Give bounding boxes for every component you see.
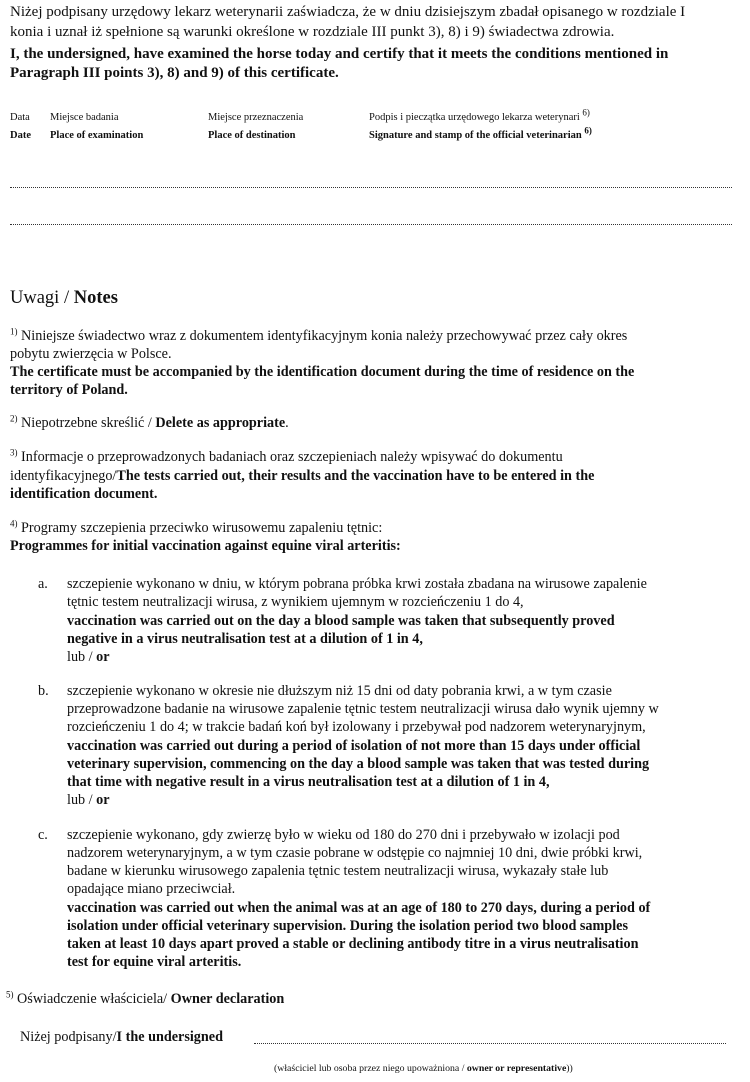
note-1-en-line-1: The certificate must be accompanied by the identification document during the time of residence on the bbox=[10, 364, 635, 380]
note-2: $^{2)}$ Niepotrzebne skreślić / Delete as appropriate. bbox=[10, 413, 289, 431]
item-b-or: lub / or bbox=[67, 792, 110, 808]
note-3-line-2: identyfikacyjnego/The tests carried out, their results and the vaccination have to be entered in the bbox=[10, 468, 595, 484]
item-b-en-line-1: vaccination was carried out during a period of isolation of not more than 15 days under official bbox=[67, 738, 641, 754]
header-place-exam-en: Place of examination bbox=[50, 130, 144, 141]
note-1-pl-line-1: $^{1)}$ Niniejsze świadectwo wraz z dokumentem identyfikacyjnym konia należy przechowywać przez cały okres bbox=[10, 326, 628, 344]
item-c-en-line-1: vaccination was carried out when the animal was at an age of 180 to 270 days, during a period of bbox=[67, 900, 651, 916]
declaration-fill-line[interactable] bbox=[254, 1043, 726, 1044]
footnote-ref-6: 6) bbox=[582, 107, 590, 118]
item-b-marker: b. bbox=[38, 683, 49, 699]
note-1-en-line-2: territory of Poland. bbox=[10, 382, 128, 398]
note-3-en-line-3: identification document. bbox=[10, 486, 158, 502]
intro-pl-line-1: Niżej podpisany urzędowy lekarz weterynarii zaświadcza, że w dniu dzisiejszym zbadał opisanego w rozdziale I bbox=[10, 4, 686, 20]
note-4-en: Programmes for initial vaccination against equine viral arteritis: bbox=[10, 538, 401, 554]
footnote-ref-6-en: 6) bbox=[584, 125, 592, 136]
header-place-dest-en: Place of destination bbox=[208, 130, 296, 141]
header-date-pl: Data bbox=[10, 112, 30, 123]
declaration-label: Niżej podpisany/I the undersigned bbox=[20, 1029, 223, 1045]
header-place-dest-pl: Miejsce przeznaczenia bbox=[208, 112, 304, 123]
item-b-pl-line-3: rozcieńczeniu 1 do 4; w trakcie badań koń był izolowany i przebywał pod nadzorem weterynaryjnym, bbox=[67, 719, 646, 735]
item-b-pl-line-1: szczepienie wykonano w okresie nie dłuższym niż 15 dni od daty pobrania krwi, a w tym czasie bbox=[67, 683, 612, 699]
header-signature-pl: Podpis i pieczątka urzędowego lekarza weterynari $^{6)}$ bbox=[369, 107, 590, 123]
item-a-or: lub / or bbox=[67, 649, 110, 665]
header-date-en: Date bbox=[10, 130, 31, 141]
item-a-pl-line-2: tętnic testem neutralizacji wirusa, z wynikiem ujemnym w rozcieńczeniu 1 do 4, bbox=[67, 594, 524, 610]
item-a-marker: a. bbox=[38, 576, 48, 592]
note-4-pl: $^{4)}$ Programy szczepienia przeciwko wirusowemu zapaleniu tętnic: bbox=[10, 518, 383, 536]
item-c-pl-line-1: szczepienie wykonano, gdy zwierzę było w wieku od 180 do 270 dni i przebywało w izolacji pod bbox=[67, 827, 620, 843]
header-signature-en: Signature and stamp of the official veterinarian $^{6)}$ bbox=[369, 125, 592, 141]
item-b-en-line-3: that time with negative result in a virus neutralisation test at a dilution of 1 in 4, bbox=[67, 774, 550, 790]
item-c-en-line-4: test for equine viral arteritis. bbox=[67, 954, 242, 970]
note-3-pl-line-1: $^{3)}$ Informacje o przeprowadzonych badaniach oraz szczepieniach należy wpisywać do dokumentu bbox=[10, 447, 563, 465]
item-a-en-line-1: vaccination was carried out on the day a blood sample was taken that subsequently proved bbox=[67, 613, 615, 629]
header-place-exam-pl: Miejsce badania bbox=[50, 112, 119, 123]
note-1-pl-line-2: pobytu zwierzęcia w Polsce. bbox=[10, 346, 172, 362]
item-c-en-line-2: isolation under official veterinary supervision. During the isolation period two blood samples bbox=[67, 918, 628, 934]
item-c-pl-line-4: opadające miano przeciwciał. bbox=[67, 881, 236, 897]
notes-heading: Uwagi / Notes bbox=[10, 288, 118, 308]
fill-line-1[interactable] bbox=[10, 187, 732, 188]
intro-en-line-1: I, the undersigned, have examined the horse today and certify that it meets the conditions mentioned in bbox=[10, 46, 669, 62]
item-a-en-line-2: negative in a virus neutralisation test at a dilution of 1 in 4, bbox=[67, 631, 423, 647]
item-c-marker: c. bbox=[38, 827, 48, 843]
intro-en-line-2: Paragraph III points 3), 8) and 9) of this certificate. bbox=[10, 65, 339, 81]
item-b-en-line-2: veterinary supervision, commencing on the day a blood sample was taken that was tested during bbox=[67, 756, 650, 772]
item-c-pl-line-2: nadzorem weterynaryjnym, a w tym czasie pobrane w odstępie co najmniej 10 dni, dwie próbki krwi, bbox=[67, 845, 643, 861]
item-b-pl-line-2: przeprowadzone badanie na wirusowe zapalenie tętnic testem neutralizacji wirusa dało wynik ujemny w bbox=[67, 701, 659, 717]
item-c-en-line-3: taken at least 10 days apart proved a stable or declining antibody titre in a virus neutralisation bbox=[67, 936, 639, 952]
item-c-pl-line-3: badane w kierunku wirusowego zapalenia tętnic testem neutralizacji wirusa, wykazały stałe lub bbox=[67, 863, 609, 879]
fill-line-2[interactable] bbox=[10, 224, 732, 225]
item-a-pl-line-1: szczepienie wykonano w dniu, w którym pobrana próbka krwi została zbadana na wirusowe zapalenie bbox=[67, 576, 647, 592]
note-5: $^{5)}$ Oświadczenie właściciela/ Owner declaration bbox=[6, 989, 285, 1007]
intro-pl-line-2: konia i uznał iż spełnione są warunki określone w rozdziale III punkt 3), 8) i 9) świadectwa zdrowia. bbox=[10, 24, 615, 40]
declaration-caption: (właściciel lub osoba przez niego upoważniona / owner or representative)) bbox=[274, 1063, 573, 1074]
